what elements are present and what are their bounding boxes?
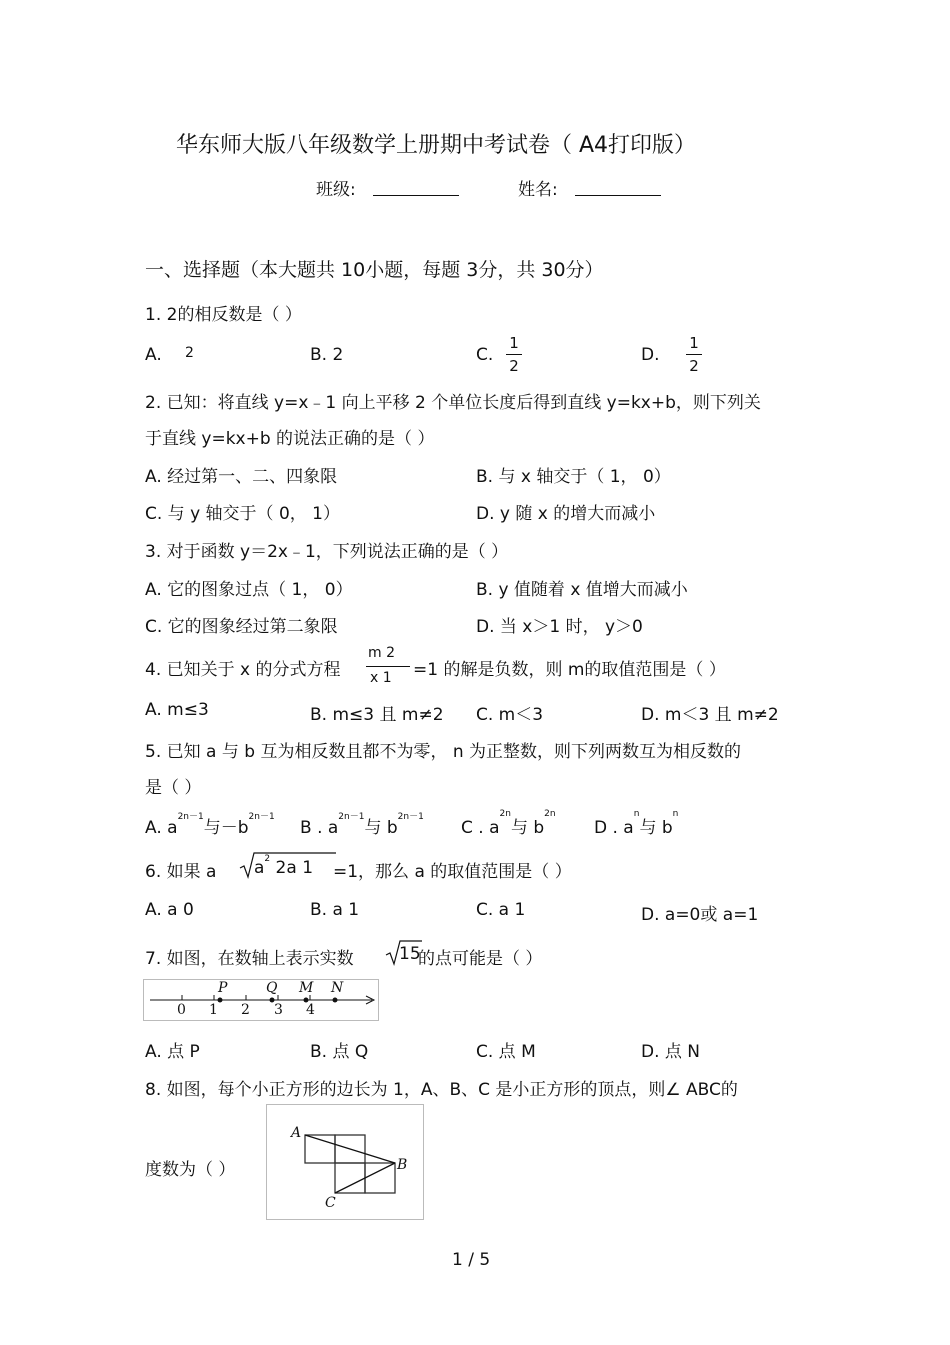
q1-option-d-numerator: 1 <box>689 334 699 352</box>
q5-stem-line1: 5. 已知 a 与 b 互为相反数且都不为零， n 为正整数，则下列两数互为相反数的 <box>145 742 742 762</box>
q3-option-d: D. 当 x＞1 时， y＞0 <box>476 617 643 637</box>
q3-stem: 3. 对于函数 y＝2x﹣1，下列说法正确的是（ ） <box>145 542 509 562</box>
class-blank[interactable] <box>373 195 459 196</box>
q7-option-d: D. 点 N <box>641 1042 701 1062</box>
q5-option-c <box>461 809 556 838</box>
q1-option-d-label: D. <box>641 345 660 365</box>
q5-option-a <box>145 813 275 838</box>
q7-tick-3: 3 <box>274 1002 283 1018</box>
class-label: 班级: <box>316 180 356 200</box>
q6-option-b: B. a 1 <box>310 900 360 920</box>
q8-stem-line1: 8. 如图，每个小正方形的边长为 1，A、B、C 是小正方形的顶点，则∠ ABC的 <box>145 1080 738 1100</box>
q4-fraction-bar <box>366 666 410 667</box>
q3-option-b: B. y 值随着 x 值增大而减小 <box>476 580 688 600</box>
q7-tick-4: 4 <box>306 1002 315 1018</box>
q8-point-b-label: B <box>397 1157 408 1173</box>
q1-option-c-label: C. <box>476 345 494 365</box>
q7-point-n-label: N <box>331 980 344 996</box>
section-heading: 一、选择题（本大题共 10小题，每题 3分，共 30分） <box>145 259 604 281</box>
q5-option-a-mid: 与－b <box>203 818 249 838</box>
q6-radicand <box>254 854 314 878</box>
q7-tick-2: 2 <box>241 1002 250 1018</box>
q7-tick-1: 1 <box>209 1002 218 1018</box>
q6-option-c: C. a 1 <box>476 900 526 920</box>
q7-option-b: B. 点 Q <box>310 1042 369 1062</box>
q1-option-c-fraction-bar <box>506 354 522 355</box>
q7-point-p-label: P <box>218 980 228 996</box>
page-number: 1 / 5 <box>452 1250 491 1270</box>
q2-option-c: C. 与 y 轴交于（ 0， 1） <box>145 504 340 524</box>
q7-stem-prefix: 7. 如图，在数轴上表示实数 <box>145 949 354 969</box>
q1-option-b: B. 2 <box>310 345 344 365</box>
q4-option-c: C. m＜3 <box>476 705 544 725</box>
q5-option-b-base: B . a <box>300 818 339 838</box>
q5-option-c-mid: 与 b <box>510 818 545 838</box>
q4-stem-suffix: =1 的解是负数，则 m的取值范围是（ ） <box>413 660 726 680</box>
q1-option-c-numerator: 1 <box>509 334 519 352</box>
q5-option-c-base: C . a <box>461 818 500 838</box>
q1-option-c-denominator: 2 <box>509 357 519 375</box>
q8-point-c-label: C <box>325 1195 336 1211</box>
q7-option-a: A. 点 P <box>145 1042 200 1062</box>
q1-option-d-denominator: 2 <box>689 357 699 375</box>
q7-stem-suffix: 的点可能是（ ） <box>418 949 543 969</box>
q4-fraction-denominator: x 1 <box>370 670 392 686</box>
q3-option-c: C. 它的图象经过第二象限 <box>145 617 338 637</box>
q5-option-c-exp1: 2n <box>499 809 511 819</box>
q2-option-a: A. 经过第一、二、四象限 <box>145 467 338 487</box>
q5-option-a-exp1: 2n－1 <box>177 812 204 822</box>
q7-number-line-figure <box>143 979 379 1021</box>
q5-stem-line2: 是（ ） <box>145 778 202 798</box>
q7-point-m-label: M <box>299 980 314 996</box>
q5-option-d <box>594 809 679 838</box>
q3-option-a: A. 它的图象过点（ 1， 0） <box>145 580 353 600</box>
q5-option-a-base: A. a <box>145 818 178 838</box>
q5-option-a-exp2: 2n－1 <box>248 812 275 822</box>
q4-stem-prefix: 4. 已知关于 x 的分式方程 <box>145 660 341 680</box>
q4-option-d: D. m＜3 且 m≠2 <box>641 705 779 725</box>
q1-stem: 1. 2的相反数是（ ） <box>145 305 302 325</box>
name-blank[interactable] <box>575 195 661 196</box>
q1-option-a-label: A. <box>145 345 162 365</box>
page-title: 华东师大版八年级数学上册期中考试卷（ A4打印版） <box>176 133 697 158</box>
q5-option-b-exp1: 2n－1 <box>338 812 365 822</box>
q4-fraction-numerator: m 2 <box>368 645 395 661</box>
q6-option-d: D. a=0或 a=1 <box>641 905 759 925</box>
q4-option-b: B. m≤3 且 m≠2 <box>310 705 444 725</box>
q5-option-b-exp2: 2n－1 <box>397 812 424 822</box>
q2-stem-line1: 2. 已知：将直线 y=x﹣1 向上平移 2 个单位长度后得到直线 y=kx+b，则下列关 <box>145 393 761 413</box>
q6-radicand-rest: 2a 1 <box>270 858 314 878</box>
q7-tick-0: 0 <box>177 1002 186 1018</box>
q2-option-d: D. y 随 x 的增大而减小 <box>476 504 656 524</box>
q5-option-d-exp2: n <box>672 809 679 819</box>
q6-radicand-base: a <box>254 858 265 878</box>
q8-grid-figure <box>266 1104 424 1220</box>
q6-radicand-exp: 2 <box>264 854 271 864</box>
q5-option-d-exp1: n <box>633 809 640 819</box>
q7-point-q-label: Q <box>266 980 278 996</box>
q4-option-a: A. m≤3 <box>145 700 209 720</box>
q6-stem-suffix: =1，那么 a 的取值范围是（ ） <box>333 862 572 882</box>
q6-stem-prefix: 6. 如果 a <box>145 862 217 882</box>
q7-option-c: C. 点 M <box>476 1042 536 1062</box>
q1-option-d-fraction-bar <box>686 354 702 355</box>
q2-option-b: B. 与 x 轴交于（ 1， 0） <box>476 467 671 487</box>
q2-stem-line2: 于直线 y=kx+b 的说法正确的是（ ） <box>145 429 435 449</box>
q5-option-b-mid: 与 b <box>364 818 398 838</box>
q5-option-b <box>300 813 424 838</box>
q8-point-a-label: A <box>291 1125 302 1141</box>
q1-option-a-value: 2 <box>185 345 194 361</box>
q5-option-d-base: D . a <box>594 818 634 838</box>
name-label: 姓名: <box>518 180 558 200</box>
q8-stem-line2: 度数为（ ） <box>145 1160 236 1180</box>
q6-option-a: A. a 0 <box>145 900 194 920</box>
q5-option-d-mid: 与 b <box>639 818 673 838</box>
q7-radicand: 15 <box>399 944 421 964</box>
q5-option-c-exp2: 2n <box>544 809 556 819</box>
